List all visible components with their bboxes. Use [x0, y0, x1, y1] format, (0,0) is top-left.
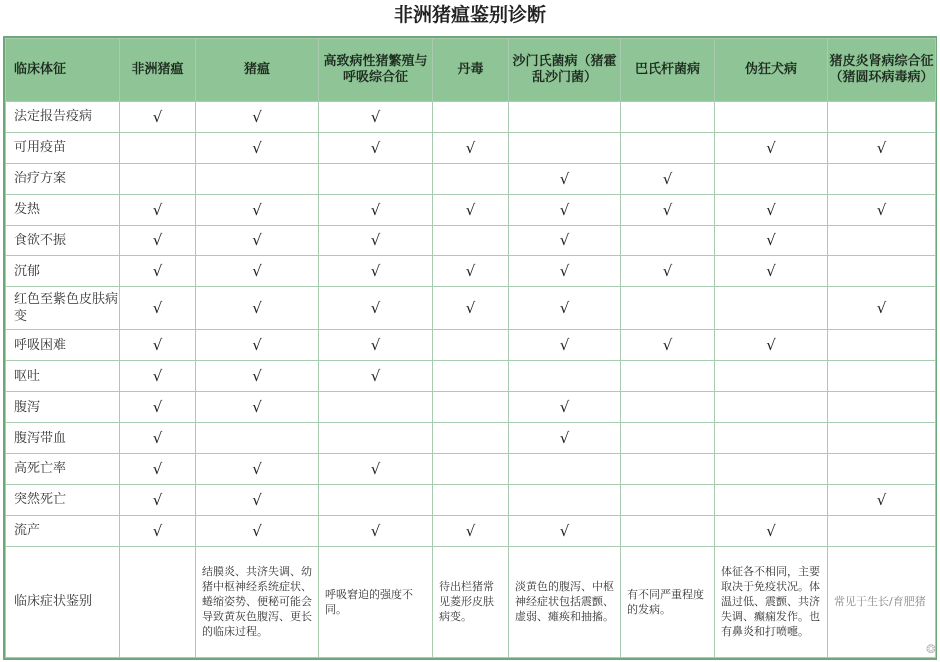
check-cell: √ — [196, 330, 319, 361]
check-cell: √ — [120, 423, 196, 454]
check-cell — [828, 163, 936, 194]
check-cell: √ — [828, 132, 936, 163]
row-label: 法定报告疫病 — [6, 102, 120, 133]
check-cell: √ — [196, 194, 319, 225]
check-cell: √ — [196, 132, 319, 163]
check-cell — [621, 132, 715, 163]
check-cell — [433, 102, 509, 133]
check-cell: √ — [319, 361, 433, 392]
note-cell: 结膜炎、共济失调、幼猪中枢神经系统症状、蜷缩姿势、便秘可能会导致黄灰色腹泻、更长的临床过程。 — [196, 546, 319, 657]
check-cell — [509, 361, 621, 392]
check-cell: √ — [509, 515, 621, 546]
check-cell: √ — [509, 287, 621, 330]
check-cell: √ — [715, 194, 828, 225]
check-cell — [509, 102, 621, 133]
check-cell: √ — [433, 194, 509, 225]
header-cell: 猪皮炎肾病综合征（猪圆环病毒病） — [828, 39, 936, 102]
diagnosis-table-container — [3, 36, 937, 660]
check-cell: √ — [120, 256, 196, 287]
diagnosis-table — [5, 38, 936, 658]
check-cell: √ — [509, 392, 621, 423]
row-label: 可用疫苗 — [6, 132, 120, 163]
check-cell: √ — [120, 361, 196, 392]
row-label: 腹泻带血 — [6, 423, 120, 454]
check-cell — [433, 225, 509, 256]
check-cell: √ — [715, 256, 828, 287]
check-cell — [828, 225, 936, 256]
check-cell: √ — [433, 515, 509, 546]
table-row — [6, 361, 936, 392]
check-cell — [509, 484, 621, 515]
note-cell: 待出栏猪常见菱形皮肤病变。 — [433, 546, 509, 657]
check-cell: √ — [120, 484, 196, 515]
row-label: 腹泻 — [6, 392, 120, 423]
row-label: 流产 — [6, 515, 120, 546]
row-label: 发热 — [6, 194, 120, 225]
table-row — [6, 453, 936, 484]
check-cell — [715, 484, 828, 515]
watermark-icon: ❂ — [925, 642, 936, 656]
check-cell: √ — [120, 287, 196, 330]
table-row — [6, 484, 936, 515]
row-label: 食欲不振 — [6, 225, 120, 256]
header-cell: 巴氏杆菌病 — [621, 39, 715, 102]
table-row — [6, 132, 936, 163]
header-cell: 非洲猪瘟 — [120, 39, 196, 102]
check-cell — [621, 453, 715, 484]
check-cell: √ — [196, 515, 319, 546]
check-cell — [715, 423, 828, 454]
note-cell: 体征各不相同，主要取决于免疫状况。体温过低、震颤、共济失调、癫痫发作。也有鼻炎和打喷嚏。 — [715, 546, 828, 657]
check-cell — [621, 392, 715, 423]
check-cell — [715, 453, 828, 484]
check-cell: √ — [196, 361, 319, 392]
check-cell — [715, 287, 828, 330]
check-cell: √ — [828, 287, 936, 330]
check-cell: √ — [509, 225, 621, 256]
check-cell — [621, 102, 715, 133]
check-cell — [319, 484, 433, 515]
check-cell: √ — [433, 256, 509, 287]
check-cell: √ — [319, 256, 433, 287]
check-cell — [196, 423, 319, 454]
check-cell: √ — [715, 132, 828, 163]
note-cell: 呼吸窘迫的强度不同。 — [319, 546, 433, 657]
check-cell — [433, 163, 509, 194]
check-cell: √ — [120, 225, 196, 256]
check-cell — [828, 256, 936, 287]
check-cell — [621, 423, 715, 454]
check-cell — [715, 392, 828, 423]
check-cell — [433, 361, 509, 392]
check-cell: √ — [319, 132, 433, 163]
header-cell: 高致病性猪繁殖与呼吸综合征 — [319, 39, 433, 102]
check-cell — [433, 453, 509, 484]
check-cell: √ — [509, 330, 621, 361]
check-cell — [621, 484, 715, 515]
row-label: 临床症状鉴别 — [6, 546, 120, 657]
check-cell: √ — [828, 194, 936, 225]
row-label: 治疗方案 — [6, 163, 120, 194]
check-cell: √ — [621, 163, 715, 194]
check-cell: √ — [509, 256, 621, 287]
header-cell: 沙门氏菌病（猪霍乱沙门菌） — [509, 39, 621, 102]
check-cell — [828, 515, 936, 546]
note-cell — [120, 546, 196, 657]
check-cell: √ — [433, 287, 509, 330]
table-row — [6, 163, 936, 194]
header-cell: 丹毒 — [433, 39, 509, 102]
check-cell: √ — [319, 330, 433, 361]
check-cell — [319, 163, 433, 194]
table-row — [6, 102, 936, 133]
page-title: 非洲猪瘟鉴别诊断 — [393, 4, 546, 26]
check-cell — [509, 132, 621, 163]
check-cell — [433, 330, 509, 361]
table-row — [6, 392, 936, 423]
check-cell — [120, 163, 196, 194]
check-cell: √ — [120, 102, 196, 133]
check-cell — [509, 453, 621, 484]
row-label: 高死亡率 — [6, 453, 120, 484]
note-cell: 有不同严重程度的发病。 — [621, 546, 715, 657]
check-cell: √ — [196, 484, 319, 515]
check-cell: √ — [196, 225, 319, 256]
check-cell: √ — [319, 453, 433, 484]
check-cell — [621, 361, 715, 392]
row-label: 沉郁 — [6, 256, 120, 287]
row-label: 红色至紫色皮肤病变 — [6, 287, 120, 330]
header-row — [6, 39, 936, 102]
check-cell — [319, 392, 433, 423]
check-cell — [828, 453, 936, 484]
check-cell: √ — [621, 330, 715, 361]
check-cell — [828, 102, 936, 133]
table-row — [6, 256, 936, 287]
check-cell: √ — [319, 225, 433, 256]
header-cell: 临床体征 — [6, 39, 120, 102]
check-cell: √ — [715, 515, 828, 546]
check-cell — [715, 361, 828, 392]
row-label: 突然死亡 — [6, 484, 120, 515]
check-cell — [196, 163, 319, 194]
check-cell — [621, 287, 715, 330]
check-cell: √ — [120, 330, 196, 361]
note-cell: 常见于生长/育肥猪 — [828, 546, 936, 657]
check-cell: √ — [621, 256, 715, 287]
check-cell — [319, 423, 433, 454]
check-cell — [433, 484, 509, 515]
check-cell: √ — [715, 330, 828, 361]
row-label: 呕吐 — [6, 361, 120, 392]
check-cell — [828, 361, 936, 392]
table-row — [6, 423, 936, 454]
check-cell: √ — [196, 453, 319, 484]
check-cell: √ — [120, 515, 196, 546]
check-cell — [828, 330, 936, 361]
check-cell: √ — [196, 102, 319, 133]
check-cell: √ — [319, 515, 433, 546]
check-cell: √ — [319, 102, 433, 133]
check-cell: √ — [196, 256, 319, 287]
header-cell: 伪狂犬病 — [715, 39, 828, 102]
row-label: 呼吸困难 — [6, 330, 120, 361]
check-cell: √ — [319, 194, 433, 225]
check-cell — [715, 163, 828, 194]
check-cell: √ — [715, 225, 828, 256]
table-row — [6, 194, 936, 225]
check-cell: √ — [828, 484, 936, 515]
notes-row — [6, 546, 936, 657]
check-cell: √ — [196, 287, 319, 330]
table-row — [6, 287, 936, 330]
check-cell: √ — [120, 194, 196, 225]
check-cell: √ — [120, 453, 196, 484]
check-cell: √ — [621, 194, 715, 225]
check-cell — [621, 225, 715, 256]
check-cell: √ — [196, 392, 319, 423]
note-cell: 淡黄色的腹泻、中枢神经症状包括震颤、虚弱、瘫痪和抽搐。 — [509, 546, 621, 657]
check-cell — [621, 515, 715, 546]
header-cell: 猪瘟 — [196, 39, 319, 102]
check-cell — [715, 102, 828, 133]
check-cell: √ — [120, 392, 196, 423]
check-cell — [120, 132, 196, 163]
check-cell — [433, 423, 509, 454]
check-cell: √ — [319, 287, 433, 330]
table-row — [6, 330, 936, 361]
check-cell — [433, 392, 509, 423]
check-cell: √ — [509, 163, 621, 194]
check-cell: √ — [433, 132, 509, 163]
table-row — [6, 225, 936, 256]
check-cell — [828, 392, 936, 423]
check-cell — [828, 423, 936, 454]
check-cell: √ — [509, 194, 621, 225]
table-row — [6, 515, 936, 546]
check-cell: √ — [509, 423, 621, 454]
